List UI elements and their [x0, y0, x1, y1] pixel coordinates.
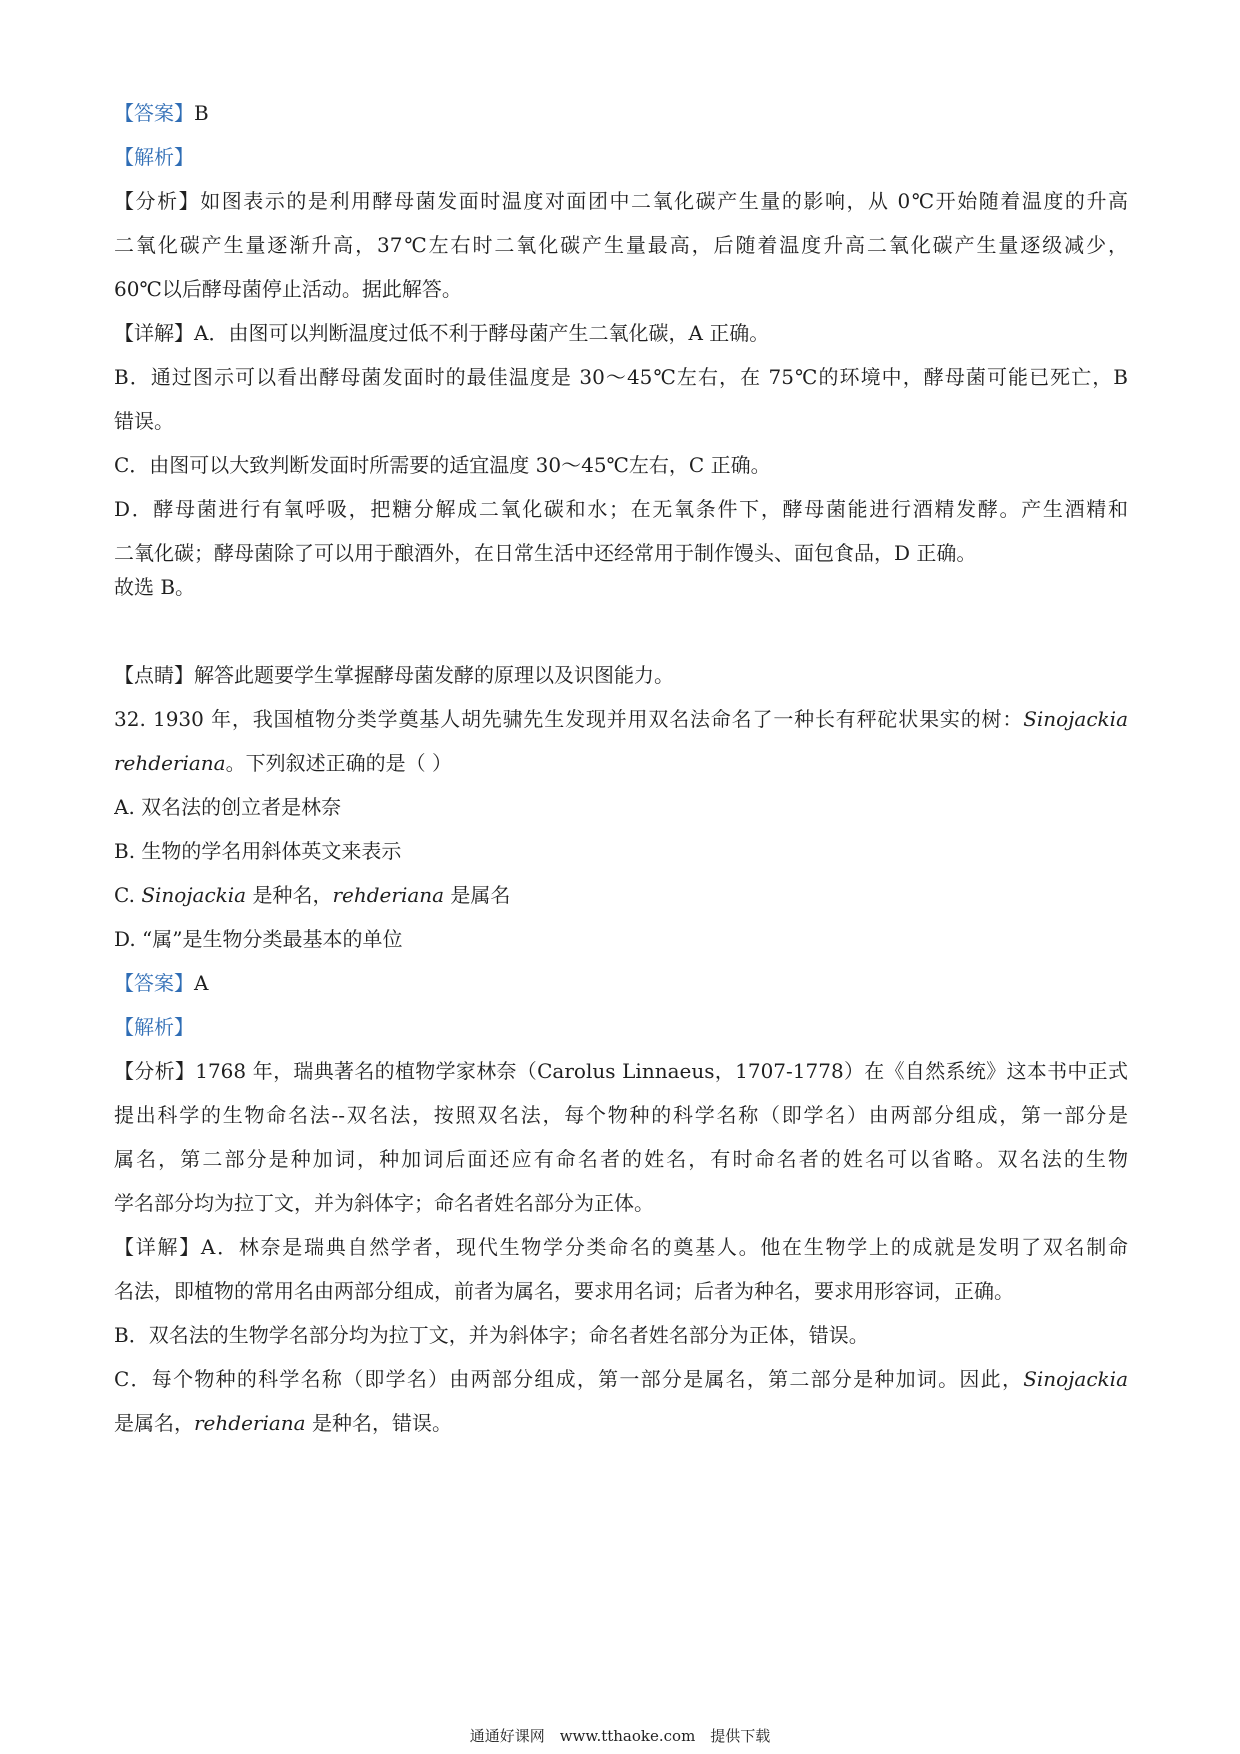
- q31-detail-line-a: [114, 318, 1128, 348]
- q32-detail-line-c2: [114, 1408, 1128, 1438]
- q32-detail-c-species: rehderiana: [194, 1411, 306, 1435]
- q31-detail-b-2: 错误。: [114, 409, 174, 433]
- answer-label: 【答案】: [114, 101, 194, 125]
- q31-fenxi-text-1: 如图表示的是利用酵母菌发面时温度对面团中二氧化碳产生量的影响，从 0℃开始随着温度的升高: [200, 189, 1128, 213]
- q32-stem-species: rehderiana: [114, 751, 226, 775]
- q32-option-c-prefix: C.: [114, 883, 142, 907]
- q32-fenxi-text-4: 学名部分均为拉丁文，并为斜体字；命名者姓名部分为正体。: [114, 1191, 654, 1215]
- q32-detail-a-2: 名法，即植物的常用名由两部分组成，前者为属名，要求用名词；后者为种名，要求用形容词，正确。: [114, 1279, 1014, 1303]
- q31-analysis-heading: [114, 142, 1128, 172]
- footer-watermark: 通通好课网 www.tthaoke.com 提供下载: [469, 1727, 771, 1745]
- q32-option-d: [114, 924, 1128, 954]
- q32-option-b-text: B. 生物的学名用斜体英文来表示: [114, 839, 402, 863]
- q32-detail-line-a2: [114, 1276, 1128, 1306]
- q32-detail-b: B．双名法的生物学名部分均为拉丁文，并为斜体字；命名者姓名部分为正体，错误。: [114, 1323, 869, 1347]
- detail-label: 【详解】: [114, 1235, 201, 1259]
- q32-detail-c-prefix: C．每个物种的科学名称（即学名）由两部分组成，第一部分是属名，第二部分是种加词。因此，: [114, 1367, 1024, 1391]
- q32-detail-c2-suffix: 是种名，错误。: [305, 1411, 452, 1435]
- analysis-label: 【解析】: [114, 1015, 194, 1039]
- q31-detail-line-d1: [114, 494, 1128, 524]
- q32-stem-line-2: [114, 748, 1128, 778]
- q31-fenxi-line-2: [114, 230, 1128, 260]
- q31-conclusion-text: 故选 B。: [114, 575, 196, 599]
- q31-detail-line-b2: [114, 406, 1128, 436]
- q31-fenxi-line-1: [114, 186, 1128, 216]
- q31-answer-value: B: [194, 101, 209, 125]
- q32-fenxi-text-1: 1768 年，瑞典著名的植物学家林奈（Carolus Linnaeus，1707-1778）在《自然系统》这本书中正式: [195, 1059, 1128, 1083]
- q31-detail-d-2: 二氧化碳；酵母菌除了可以用于酿酒外，在日常生活中还经常用于制作馒头、面包食品，D 正确。: [114, 541, 977, 565]
- q32-detail-c-genus: Sinojackia: [1023, 1367, 1128, 1391]
- q32-detail-a-1: A．林奈是瑞典自然学者，现代生物学分类命名的奠基人。他在生物学上的成就是发明了双名制命: [200, 1235, 1128, 1259]
- q31-detail-b-1: B．通过图示可以看出酵母菌发面时的最佳温度是 30～45℃左右，在 75℃的环境中，酵母菌可能已死亡，B: [114, 365, 1128, 389]
- q32-fenxi-line-4: [114, 1188, 1128, 1218]
- fenxi-label: 【分析】: [114, 1059, 196, 1083]
- q31-fenxi-text-2: 二氧化碳产生量逐渐升高，37℃左右时二氧化碳产生量最高，后随着温度升高二氧化碳产生量逐级减少，: [114, 233, 1128, 257]
- q32-option-c-genus: Sinojackia: [141, 883, 247, 907]
- q32-option-b: [114, 836, 1128, 866]
- analysis-label: 【解析】: [114, 145, 194, 169]
- q31-detail-a: A．由图可以判断温度过低不利于酵母菌产生二氧化碳，A 正确。: [194, 321, 770, 345]
- q31-dianjing-text: 解答此题要学生掌握酵母菌发酵的原理以及识图能力。: [194, 663, 674, 687]
- q32-stem-genus: Sinojackia: [1023, 707, 1128, 731]
- q32-option-a: [114, 792, 1128, 822]
- q32-option-c-mid: 是种名，: [246, 883, 333, 907]
- q32-option-c: [114, 880, 1128, 910]
- q32-answer-line: [114, 968, 1128, 998]
- q32-stem-suffix: 。下列叙述正确的是（ ）: [225, 751, 452, 775]
- q32-fenxi-text-3: 属名，第二部分是种加词，种加词后面还应有命名者的姓名，有时命名者的姓名可以省略。双名法的生物: [114, 1147, 1128, 1171]
- q31-detail-line-b1: [114, 362, 1128, 392]
- dianjing-label: 【点睛】: [114, 663, 194, 687]
- answer-label: 【答案】: [114, 971, 194, 995]
- q32-stem-line-1: [114, 704, 1128, 734]
- q31-fenxi-line-3: [114, 274, 1128, 304]
- q32-stem-prefix: 32. 1930 年，我国植物分类学奠基人胡先骕先生发现并用双名法命名了一种长有秤砣状果实的树：: [114, 707, 1024, 731]
- q32-detail-line-c1: [114, 1364, 1128, 1394]
- q32-analysis-heading: [114, 1012, 1128, 1042]
- q32-fenxi-text-2: 提出科学的生物命名法--双名法，按照双名法，每个物种的科学名称（即学名）由两部分组成，第一部分是: [114, 1103, 1128, 1127]
- q32-option-d-text: D. “属”是生物分类最基本的单位: [114, 927, 403, 951]
- q31-detail-line-c: [114, 450, 1128, 480]
- q31-dianjing-line: [114, 660, 1128, 690]
- q32-detail-c2-prefix: 是属名，: [114, 1411, 194, 1435]
- q32-option-a-text: A. 双名法的创立者是林奈: [114, 795, 342, 819]
- q31-conclusion: [114, 572, 1128, 602]
- detail-label: 【详解】: [114, 321, 194, 345]
- q32-option-c-species: rehderiana: [332, 883, 445, 907]
- q32-detail-line-a1: [114, 1232, 1128, 1262]
- q31-answer-line: [114, 98, 1128, 128]
- q31-detail-line-d2: [114, 538, 1128, 568]
- fenxi-label: 【分析】: [114, 189, 201, 213]
- q32-detail-line-b: [114, 1320, 1128, 1350]
- q32-fenxi-line-2: [114, 1100, 1128, 1130]
- q32-fenxi-line-1: [114, 1056, 1128, 1086]
- q31-fenxi-text-3: 60℃以后酵母菌停止活动。据此解答。: [114, 277, 462, 301]
- q31-detail-c: C．由图可以大致判断发面时所需要的适宜温度 30～45℃左右，C 正确。: [114, 453, 771, 477]
- q32-option-c-suffix: 是属名: [444, 883, 511, 907]
- q32-answer-value: A: [194, 971, 209, 995]
- q31-detail-d-1: D．酵母菌进行有氧呼吸，把糖分解成二氧化碳和水；在无氧条件下，酵母菌能进行酒精发酵。产生酒精和: [114, 497, 1128, 521]
- q32-fenxi-line-3: [114, 1144, 1128, 1174]
